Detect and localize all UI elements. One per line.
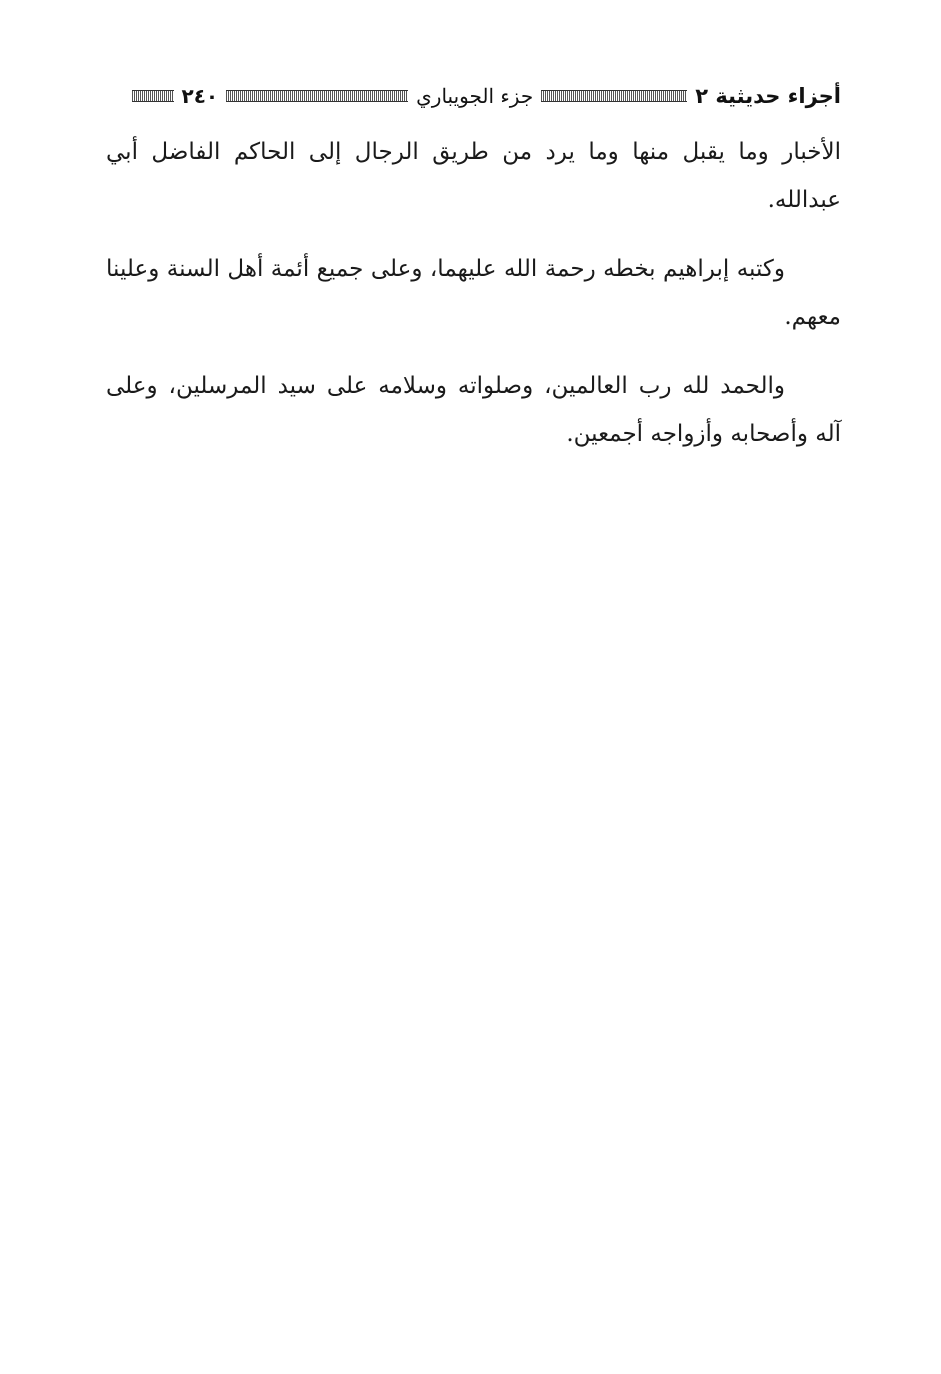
- paragraph: والحمد لله رب العالمين، وصلواته وسلامه على سيد المرسلين، وعلى آله وأصحابه وأزواجه أجمعين.: [106, 373, 841, 447]
- header-rule: [541, 90, 687, 102]
- running-header: [106, 78, 841, 114]
- paragraph: وكتبه إبراهيم بخطه رحمة الله عليهما، وعلى جميع أئمة أهل السنة وعلينا معهم.: [106, 256, 841, 330]
- page-number: ٢٤٠: [181, 84, 219, 108]
- header-rule: [226, 90, 408, 102]
- book-title: أجزاء حديثية ٢: [695, 84, 841, 108]
- header-rule: [132, 90, 174, 102]
- paragraph: الأخبار وما يقبل منها وما يرد من طريق الرجال إلى الحاكم الفاضل أبي عبدالله.: [106, 139, 841, 213]
- page-body: [106, 128, 841, 479]
- section-title: جزء الجويباري: [416, 84, 534, 108]
